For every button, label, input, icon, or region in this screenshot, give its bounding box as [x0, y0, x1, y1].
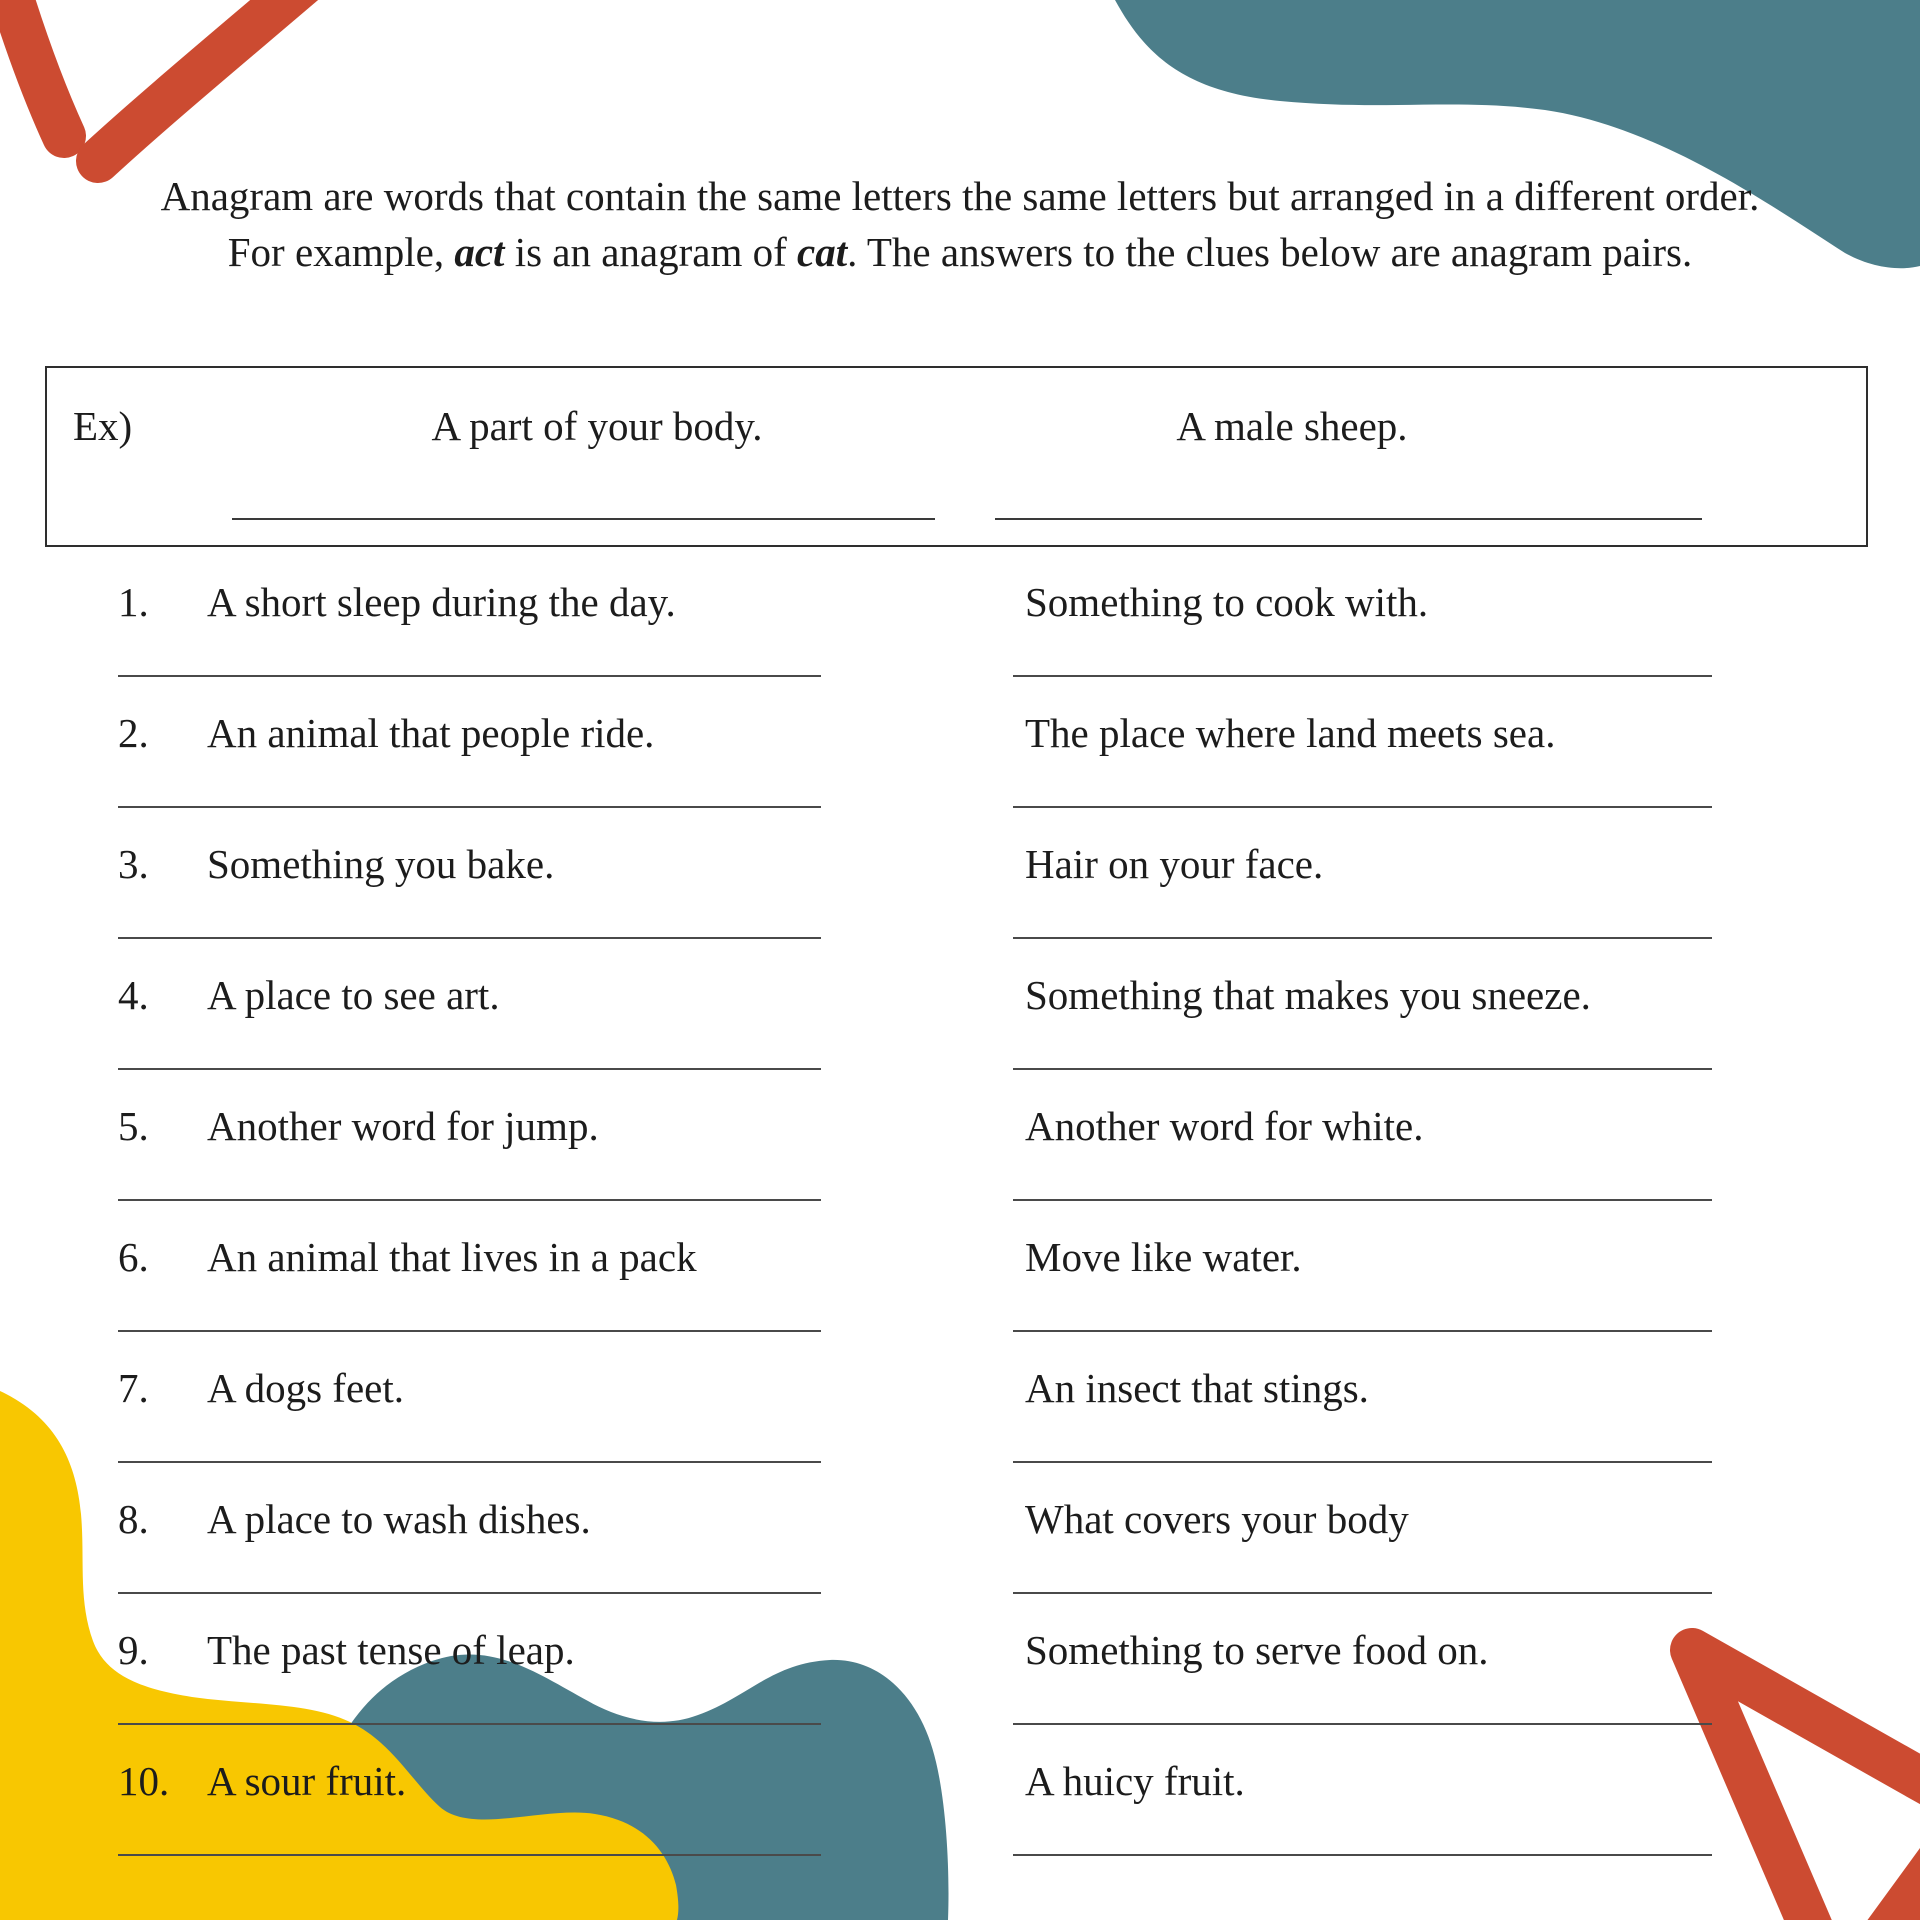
left-answer-line	[118, 1854, 821, 1856]
right-clue: A huicy fruit.	[1025, 1758, 1245, 1804]
left-clue: A sour fruit.	[207, 1758, 407, 1804]
left-answer-line	[118, 1330, 821, 1332]
clue-row	[0, 1102, 1920, 1233]
item-number: 3.	[118, 841, 149, 887]
clue-row	[0, 578, 1920, 709]
right-answer-line	[1013, 1592, 1712, 1594]
item-number: 9.	[118, 1627, 149, 1673]
item-number: 5.	[118, 1103, 149, 1149]
left-answer-line	[118, 1199, 821, 1201]
right-clue: Something to cook with.	[1025, 579, 1429, 625]
left-clue: The past tense of leap.	[207, 1627, 575, 1673]
item-number: 1.	[118, 579, 149, 625]
left-answer-line	[118, 806, 821, 808]
right-clue: Hair on your face.	[1025, 841, 1324, 887]
example-box	[45, 366, 1868, 547]
example-left-clue: A part of your body.	[431, 403, 763, 449]
item-number: 10.	[118, 1758, 170, 1804]
clue-row	[0, 1757, 1920, 1888]
item-number: 2.	[118, 710, 149, 756]
left-answer-line	[118, 675, 821, 677]
right-clue: Another word for white.	[1025, 1103, 1424, 1149]
item-number: 4.	[118, 972, 149, 1018]
clue-row	[0, 1364, 1920, 1495]
item-number: 7.	[118, 1365, 149, 1411]
left-answer-line	[118, 1068, 821, 1070]
left-answer-line	[118, 1723, 821, 1725]
right-answer-line	[1013, 1068, 1712, 1070]
instructions-line-2: For example, act is an anagram of cat. The answers to the clues below are anagram pairs.	[227, 229, 1693, 275]
right-answer-line	[1013, 675, 1712, 677]
left-clue: A place to see art.	[207, 972, 500, 1018]
left-clue: Another word for jump.	[207, 1103, 599, 1149]
clue-row	[0, 971, 1920, 1102]
left-answer-line	[118, 937, 821, 939]
item-number: 6.	[118, 1234, 149, 1280]
clue-row	[0, 709, 1920, 840]
right-clue: Move like water.	[1025, 1234, 1302, 1280]
right-clue: The place where land meets sea.	[1025, 710, 1556, 756]
right-clue: What covers your body	[1025, 1496, 1409, 1542]
right-clue: An insect that stings.	[1025, 1365, 1369, 1411]
right-answer-line	[1013, 806, 1712, 808]
left-clue: An animal that people ride.	[207, 710, 655, 756]
right-answer-line	[1013, 1461, 1712, 1463]
left-clue: A short sleep during the day.	[207, 579, 676, 625]
example-label: Ex)	[73, 403, 133, 449]
clue-row	[0, 1495, 1920, 1626]
left-clue: Something you bake.	[207, 841, 555, 887]
left-answer-line	[118, 1461, 821, 1463]
example-left-answer-line	[232, 518, 935, 520]
item-number: 8.	[118, 1496, 149, 1542]
left-clue: An animal that lives in a pack	[207, 1234, 697, 1280]
right-clue: Something that makes you sneeze.	[1025, 972, 1591, 1018]
example-right-clue: A male sheep.	[1176, 403, 1408, 449]
example-right-answer-line	[995, 518, 1702, 520]
right-answer-line	[1013, 937, 1712, 939]
left-answer-line	[118, 1592, 821, 1594]
right-clue: Something to serve food on.	[1025, 1627, 1489, 1673]
clue-row	[0, 1626, 1920, 1757]
left-clue: A dogs feet.	[207, 1365, 404, 1411]
example-word-act: act	[454, 229, 505, 275]
right-answer-line	[1013, 1723, 1712, 1725]
right-answer-line	[1013, 1199, 1712, 1201]
example-word-cat: cat	[797, 229, 848, 275]
instructions-line-1: Anagram are words that contain the same letters the same letters but arranged in a different order.	[160, 173, 1760, 219]
clue-row	[0, 840, 1920, 971]
right-answer-line	[1013, 1330, 1712, 1332]
right-answer-line	[1013, 1854, 1712, 1856]
clue-row	[0, 1233, 1920, 1364]
left-clue: A place to wash dishes.	[207, 1496, 591, 1542]
